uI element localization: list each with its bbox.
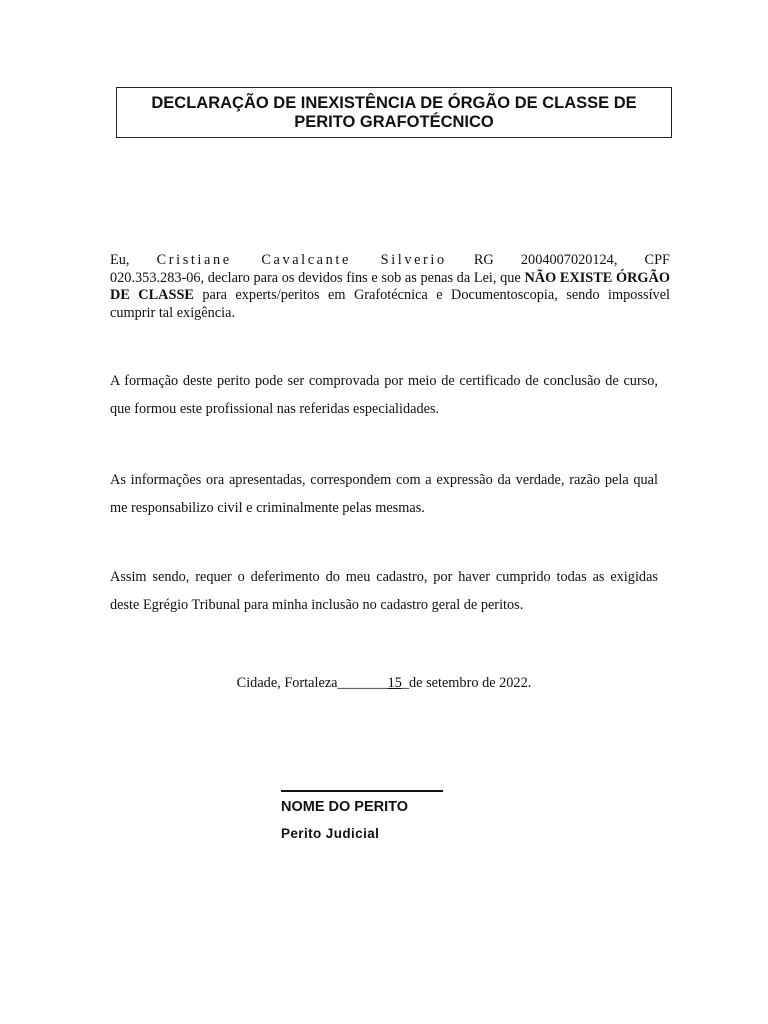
date-blank-before: _______ bbox=[337, 675, 388, 691]
title-line-1: DECLARAÇÃO DE INEXISTÊNCIA DE ÓRGÃO DE CLASSE DE bbox=[151, 93, 637, 112]
date-line bbox=[0, 673, 768, 693]
signer-role: Perito Judicial bbox=[281, 826, 380, 841]
title-box bbox=[116, 87, 672, 138]
declaration-first-line bbox=[110, 252, 670, 270]
signature-line bbox=[281, 790, 443, 792]
declarant-name: Cristiane Cavalcante Silverio bbox=[156, 252, 447, 268]
training-paragraph: A formação deste perito pode ser comprovada por meio de certificado de conclusão de curso, que formou este profissional nas referidas especialidades. bbox=[110, 373, 658, 417]
request-paragraph: Assim sendo, requer o deferimento do meu cadastro, por haver cumprido todas as exigidas deste Egrégio Tribunal para minha inclusão no cadastro geral de peritos. bbox=[110, 569, 658, 613]
date-suffix: de setembro de 2022. bbox=[409, 675, 532, 691]
date-blank-after: _ bbox=[401, 675, 410, 691]
declarant-rg-cpf: RG 2004007020124, CPF bbox=[473, 252, 670, 268]
declaration-text: 020.353.283-06, declaro para os devidos fins e sob as penas da Lei, que bbox=[110, 269, 521, 286]
declaration-prefix: Eu, bbox=[110, 252, 130, 268]
signer-name: NOME DO PERITO bbox=[281, 799, 409, 815]
declaration-text-end: para experts/peritos em Grafotécnica e Documentoscopia, sendo impossível cumprir tal exigência. bbox=[110, 287, 671, 321]
date-city: Cidade, Fortaleza bbox=[236, 675, 338, 691]
declaration-paragraph bbox=[110, 252, 670, 322]
truth-paragraph: As informações ora apresentadas, correspondem com a expressão da verdade, razão pela qual me responsabilizo civil e criminalmente pelas mesmas. bbox=[110, 472, 658, 516]
declaration-bold-statement: NÃO EXISTE ÓRGÃO DE CLASSE bbox=[110, 269, 670, 303]
title-line-2: PERITO GRAFOTÉCNICO bbox=[294, 112, 494, 131]
date-day: 15 bbox=[387, 675, 402, 691]
